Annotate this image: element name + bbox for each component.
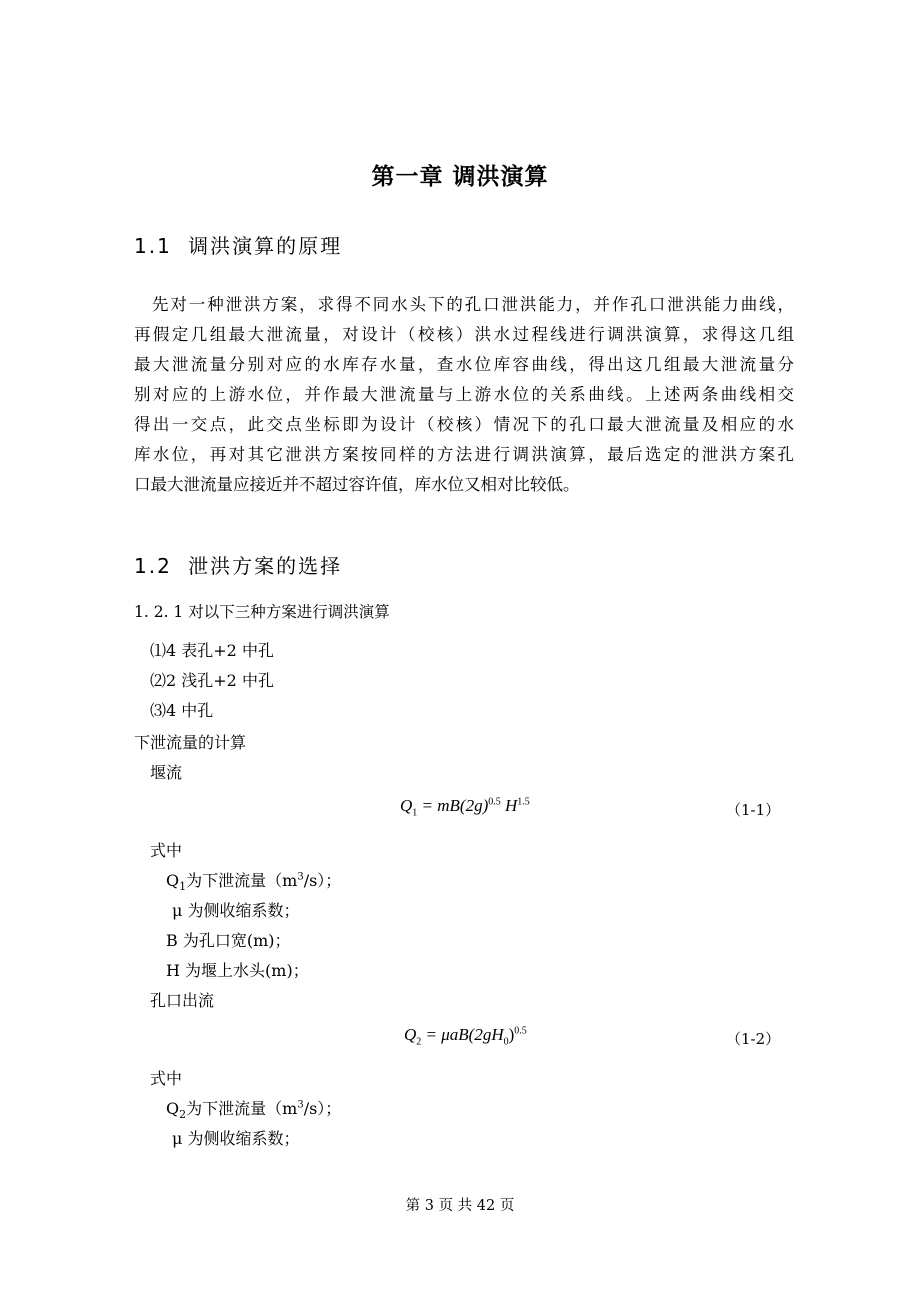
where-label: 式中 (150, 1069, 183, 1088)
section-heading-1-1 (134, 230, 342, 259)
definition-b: B 为孔口宽(m)； (166, 931, 291, 950)
definition-h: H 为堰上水头(m)； (166, 961, 309, 980)
section-title: 调洪演算的原理 (188, 234, 343, 258)
principle-paragraph (134, 290, 794, 500)
paragraph-line: 先对一种泄洪方案，求得不同水头下的孔口泄洪能力，并作孔口泄洪能力曲线， (152, 295, 794, 314)
page-footer: 第 3 页 共 42 页 (405, 1198, 515, 1214)
paragraph-line: 得出一交点，此交点坐标即为设计（校核）情况下的孔口最大泄流量及相应的水 (134, 415, 794, 434)
definition-q1: $Q_1$为下泄流量$(m^3/s)$； (166, 871, 342, 894)
option-item: ⑶4 中孔 (150, 701, 214, 720)
chapter-title: 第一章 调洪演算 (371, 164, 549, 190)
option-item: ⑴4 表孔+2 中孔 (150, 641, 274, 660)
weir-flow-label: 堰流 (150, 763, 183, 782)
equation-number-2: （1-2） (726, 1030, 781, 1048)
section-heading-1-2 (134, 550, 342, 579)
paragraph-line: 别对应的上游水位，并作最大泄流量与上游水位的关系曲线。上述两条曲线相交 (134, 385, 794, 404)
subsection-heading: 1. 2. 1 对以下三种方案进行调洪演算 (134, 603, 390, 621)
where-label: 式中 (150, 841, 183, 860)
paragraph-line: 库水位，再对其它泄洪方案按同样的方法进行调洪演算，最后选定的泄洪方案孔 (134, 445, 794, 464)
paragraph-line: 再假定几组最大泄流量，对设计（校核）洪水过程线进行调洪演算，求得这几组 (134, 325, 794, 344)
definition-mu: μ 为侧收缩系数； (172, 901, 300, 920)
paragraph-line: 最大泄流量分别对应的水库存水量，查水位库容曲线，得出这几组最大泄流量分 (134, 355, 794, 374)
definition-q2: $Q_2$为下泄流量$(m^3/s)$； (166, 1099, 342, 1122)
equation-number-1: （1-1） (726, 801, 781, 819)
section-title: 泄洪方案的选择 (188, 554, 343, 578)
section-number: 1.1 (134, 234, 172, 258)
paragraph-line: 口最大泄流量应接近并不超过容许值，库水位又相对比较低。 (134, 475, 580, 494)
option-item: ⑵2 浅孔+2 中孔 (150, 671, 274, 690)
section-number: 1.2 (134, 554, 172, 578)
formula-1: $Q_1 = mB(2g)^{0.5}$ $H^{1.5}$ (400, 796, 530, 819)
discharge-calc-label: 下泄流量的计算 (134, 733, 247, 752)
orifice-flow-label: 孔口出流 (150, 991, 215, 1010)
definition-mu: μ 为侧收缩系数； (172, 1129, 300, 1148)
formula-2: $Q_2 = \mu aB(2gH_0)^{0.5}$ (404, 1025, 527, 1048)
